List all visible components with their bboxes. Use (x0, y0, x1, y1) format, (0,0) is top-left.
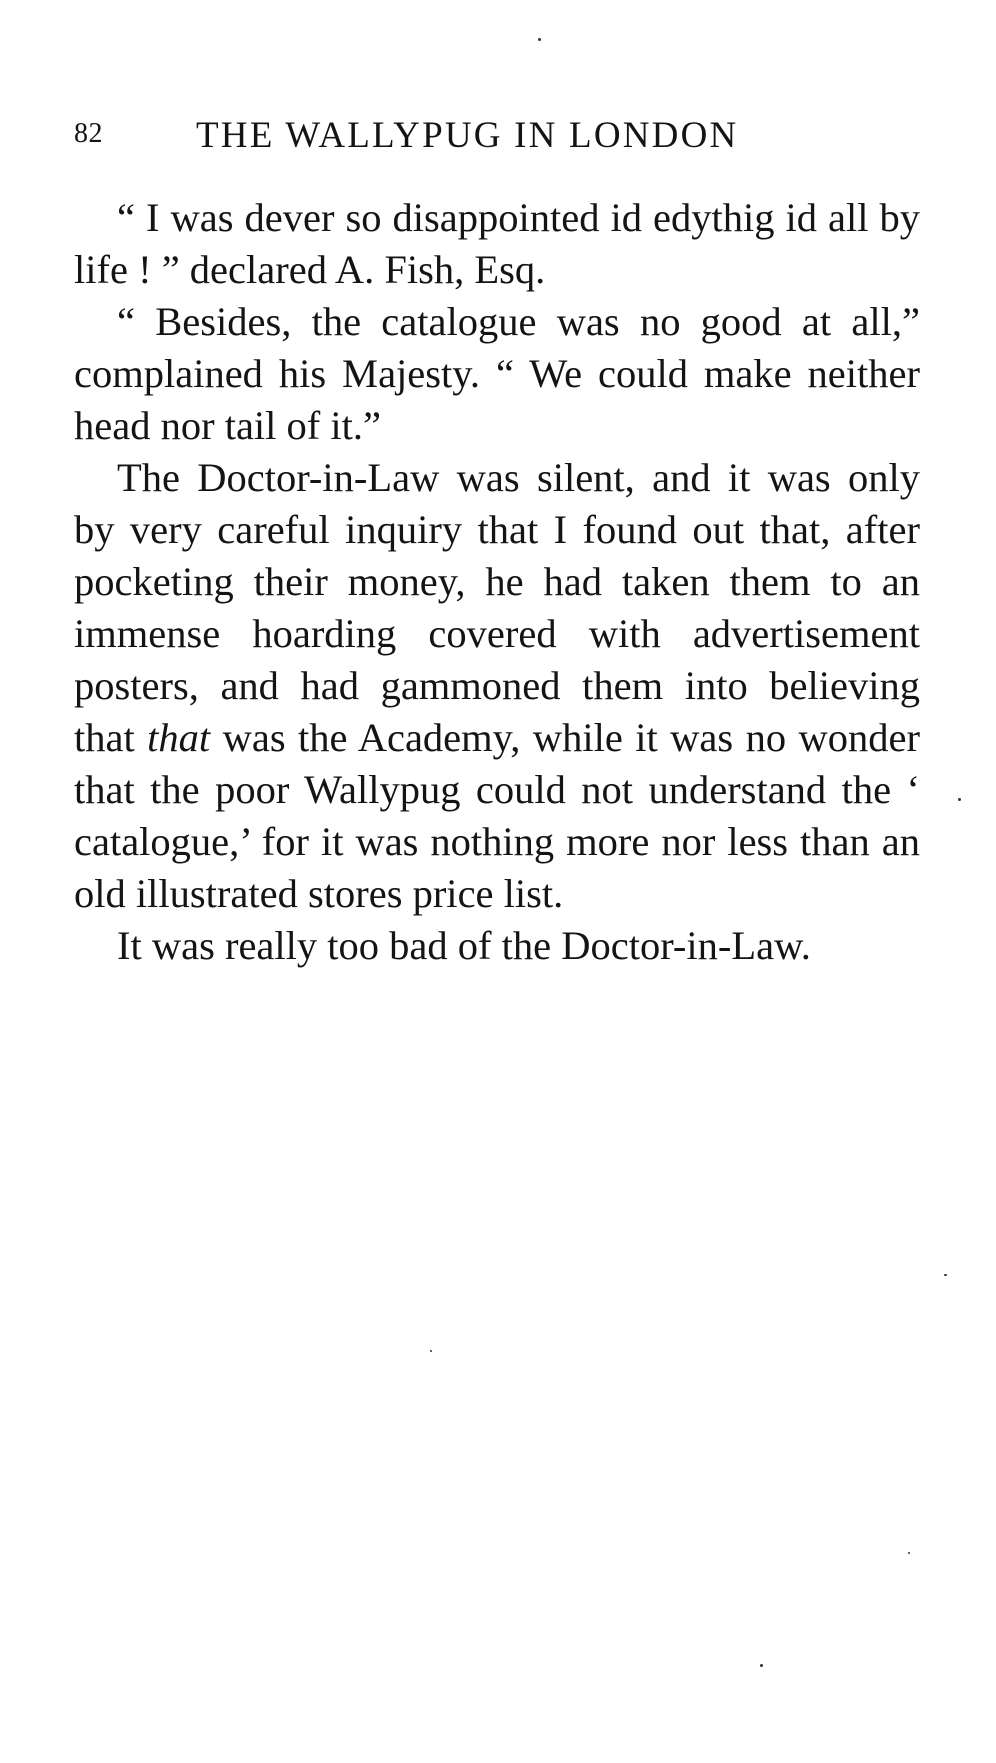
scan-speck (958, 798, 961, 801)
scan-speck (430, 1350, 432, 1352)
paragraph-text-part: The Doctor-in-Law was silent, and it was only by very careful inquiry that I found out that, after pocketing their money, he had taken them to an immense hoarding covered with advertisement posters, and had gammoned them into believing that (74, 455, 920, 760)
paragraph-fish-quote: “ I was dever so disappointed id edythig id all by life ! ” declared A. Fish, Esq. (74, 195, 920, 292)
italic-emphasis: that (147, 715, 211, 760)
scan-speck (760, 1664, 763, 1667)
scan-speck (908, 1552, 910, 1554)
running-title: THE WALLYPUG IN LONDON (196, 115, 739, 156)
paragraph-closing-line: It was really too bad of the Doctor-in-Law. (117, 923, 811, 968)
body-text (74, 192, 920, 972)
page-number: 82 (74, 118, 103, 149)
paragraph-text-part: was the Academy, while it was no wonder that the poor Wallypug could not understand the ‘ catalogue,’ for it was nothing more nor less than an old illustrated stores price list. (74, 715, 921, 916)
paragraph-majesty-quote: “ Besides, the catalogue was no good at all,” complained his Majesty. “ We could make neither head nor tail of it.” (74, 299, 920, 448)
scan-speck (944, 1274, 947, 1276)
page-header (74, 114, 834, 164)
paragraph-doctor-explanation (74, 452, 920, 920)
scan-speck (538, 38, 541, 41)
